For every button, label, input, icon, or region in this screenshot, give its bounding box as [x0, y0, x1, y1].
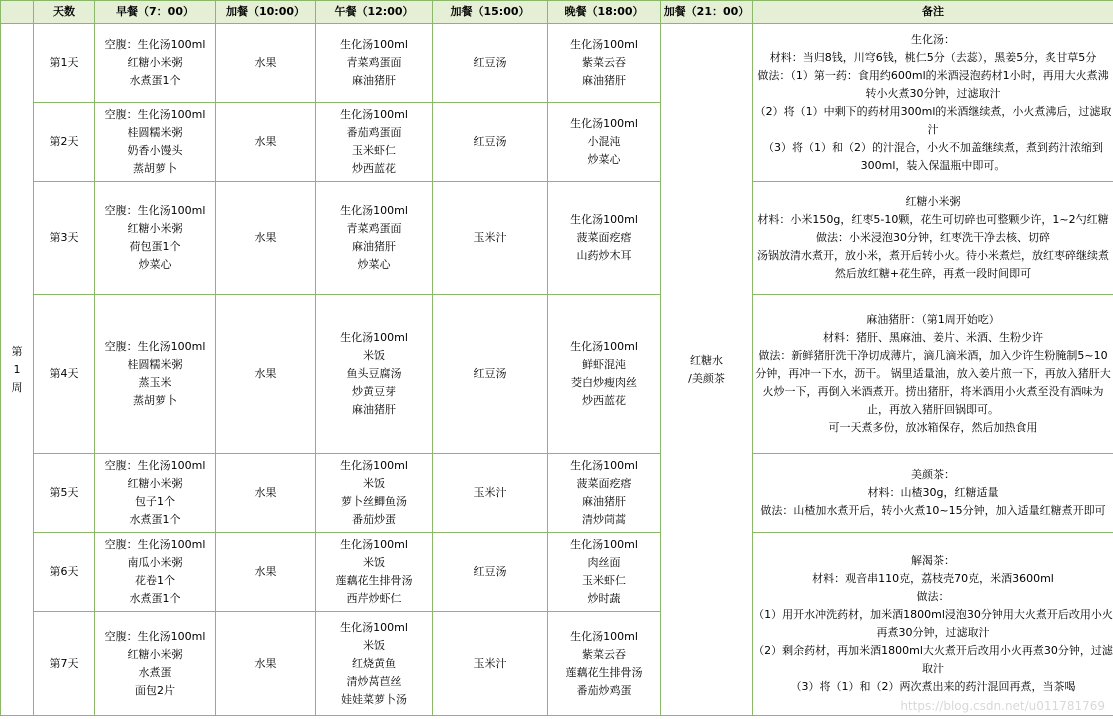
menu-item: 面包2片: [135, 683, 175, 697]
note-line: 材料：山楂30g，红糖适量: [867, 486, 999, 499]
day-cell: 第2天: [34, 103, 95, 182]
note-beauty-tea: [753, 454, 1113, 533]
menu-item: 红糖小米粥: [127, 647, 183, 661]
menu-item: 番茄炒蛋: [352, 513, 396, 526]
note-line: 材料：小米150g，红枣5-10颗，花生可切碎也可整颗少许，1~2勺红糖: [757, 213, 1109, 226]
menu-item: 生化汤100ml: [570, 538, 638, 551]
snack-10-cell: 水果: [216, 182, 316, 295]
header-dinner: 晚餐（18:00）: [548, 1, 661, 24]
menu-item: 麻油猪肝: [352, 74, 396, 87]
menu-item: 玉米虾仁: [352, 144, 396, 157]
day-row-5: [1, 454, 1113, 533]
snack-15-cell: 红豆汤: [433, 24, 548, 103]
menu-item: 娃娃菜萝卜汤: [341, 692, 407, 706]
menu-item: 紫菜云吞: [582, 56, 626, 69]
menu-item: 炒时蔬: [587, 592, 621, 605]
note-line: （3）将（1）和（2）两次煮出来的药汁混回再煮，当茶喝: [790, 680, 1076, 693]
menu-item: 小混沌: [587, 135, 621, 148]
menu-item: 莲藕花生排骨汤: [565, 665, 643, 679]
snack-15-cell: 玉米汁: [433, 612, 548, 716]
menu-item: 炒西蓝花: [352, 162, 396, 175]
menu-item: 炒黄豆芽: [352, 385, 396, 398]
lunch-cell: [316, 454, 433, 533]
breakfast-cell: [95, 103, 216, 182]
header-breakfast: 早餐（7：00）: [95, 1, 216, 24]
week-label-part: 1: [13, 362, 21, 376]
snack-10-cell: 水果: [216, 24, 316, 103]
menu-item: 生化汤100ml: [340, 204, 408, 217]
menu-item: 水煮蛋1个: [129, 592, 181, 605]
menu-item: 莲藕花生排骨汤: [335, 574, 413, 587]
note-line: 材料：观音串110克，荔枝壳70克，米酒3600ml: [812, 572, 1054, 585]
note-line: （2）剩余药材，再加米酒1800ml大火煮开后改用小火再煮30分钟，过滤取汁: [753, 644, 1113, 675]
menu-item: 生化汤100ml: [340, 331, 408, 344]
menu-item: 红糖小米粥: [127, 56, 183, 69]
dinner-cell: [548, 24, 661, 103]
menu-item: 清炒茼蒿: [582, 513, 626, 526]
week-label-part: 周: [11, 380, 23, 394]
menu-item: 番茄炒鸡蛋: [576, 683, 632, 697]
menu-item: 桂圆糯米粥: [127, 126, 183, 139]
day-row-4: [1, 295, 1113, 454]
menu-item: 米饭: [363, 638, 385, 652]
note-shenghua-tang: [753, 24, 1113, 182]
menu-item: 玉米虾仁: [582, 574, 626, 587]
menu-item: 生化汤100ml: [340, 620, 408, 634]
header-day: 天数: [34, 1, 95, 24]
day-cell: 第7天: [34, 612, 95, 716]
dinner-cell: [548, 295, 661, 454]
note-line: 做法：新鲜猪肝洗干净切成薄片，滴几滴米酒，加入少许生粉腌制5~10分钟，再冲一下水，沥干。 锅里适量油，放入姜片煎一下，再放入猪肝大火炒一下，再倒入米酒煮开。捞出猪肝，将米酒用小火煮至没有酒味为止，再放入猪肝回锅即可。: [755, 349, 1111, 416]
menu-item: 水煮蛋: [138, 665, 172, 679]
menu-item: 红烧黄鱼: [352, 656, 396, 670]
note-line: 做法：小米浸泡30分钟，红枣洗干净去核、切碎: [816, 231, 1050, 244]
lunch-cell: [316, 295, 433, 454]
note-line: 做法：山楂加水煮开后，转小火煮10~15分钟，加入适量红糖煮开即可: [760, 504, 1106, 517]
menu-item: 米饭: [363, 556, 385, 569]
menu-item: 炒菜心: [138, 258, 172, 271]
breakfast-cell: [95, 612, 216, 716]
menu-item: 生化汤100ml: [340, 538, 408, 551]
menu-item: 空腹：生化汤100ml: [104, 629, 206, 643]
day-cell: 第6天: [34, 533, 95, 612]
menu-item: 生化汤100ml: [570, 117, 638, 130]
note-line: 材料：当归8钱，川穹6钱，桃仁5分（去蕊），黑姜5分，炙甘草5分: [769, 50, 1097, 64]
day-cell: 第5天: [34, 454, 95, 533]
menu-item: 生化汤100ml: [570, 340, 638, 353]
lunch-cell: [316, 103, 433, 182]
menu-item: 生化汤100ml: [570, 38, 638, 51]
menu-item: 水煮蛋1个: [129, 513, 181, 526]
snack-10-cell: 水果: [216, 612, 316, 716]
note-line: 解渴茶：: [911, 554, 955, 567]
note-line: 汤锅放清水煮开，放小米，煮开后转小火。待小米煮烂，放红枣碎继续煮然后放红糖+花生碎，再煮一段时间即可: [757, 249, 1109, 280]
menu-item: 红糖水: [690, 353, 723, 367]
note-brown-sugar-millet: [753, 182, 1113, 295]
menu-item: 生化汤100ml: [340, 459, 408, 472]
menu-item: 蒸胡萝卜: [133, 162, 177, 175]
snack-21-cell: [661, 24, 753, 716]
note-line: （3）将（1）和（2）的汁混合，小火不加盖继续煮，煮到药汁浓缩到300ml，装入保温瓶中即可。: [763, 140, 1103, 172]
lunch-cell: [316, 533, 433, 612]
menu-item: 花卷1个: [135, 574, 175, 587]
lunch-cell: [316, 182, 433, 295]
breakfast-cell: [95, 454, 216, 533]
breakfast-cell: [95, 295, 216, 454]
snack-15-cell: 玉米汁: [433, 182, 548, 295]
menu-item: 空腹：生化汤100ml: [104, 108, 206, 121]
snack-10-cell: 水果: [216, 533, 316, 612]
menu-item: 青菜鸡蛋面: [346, 222, 402, 235]
header-row: [1, 1, 1113, 24]
day-row-6: [1, 533, 1113, 612]
menu-item: 包子1个: [135, 495, 175, 508]
header-snack-15: 加餐（15:00）: [433, 1, 548, 24]
note-line: 材料：猪肝、黑麻油、姜片、米酒、生粉少许: [823, 331, 1043, 344]
menu-item: 蒸胡萝卜: [133, 394, 177, 407]
menu-item: 青菜鸡蛋面: [346, 56, 402, 69]
menu-item: 生化汤100ml: [340, 108, 408, 121]
menu-item: 山药炒木耳: [576, 249, 632, 262]
menu-item: 空腹：生化汤100ml: [104, 538, 206, 551]
note-line: 红糖小米粥: [905, 195, 961, 208]
note-line: （1）用开水冲洗药材，加米酒1800ml浸泡30分钟用大火煮开后改用小火再煮30分钟，过滤取汁: [753, 608, 1113, 639]
watermark: https://blog.csdn.net/u011781769: [900, 699, 1105, 713]
menu-item: 米饭: [363, 349, 385, 362]
day-row-3: [1, 182, 1113, 295]
menu-item: 蒸玉米: [138, 376, 172, 389]
note-thirst-tea: [753, 533, 1113, 716]
menu-item: 麻油猪肝: [582, 74, 626, 87]
menu-item: 空腹：生化汤100ml: [104, 38, 206, 51]
note-line: 美颜茶：: [911, 468, 955, 481]
week-label-part: 第: [11, 344, 23, 358]
menu-item: 番茄鸡蛋面: [346, 126, 402, 139]
day-cell: 第4天: [34, 295, 95, 454]
menu-item: 菠菜面疙瘩: [576, 477, 632, 490]
menu-item: 麻油猪肝: [352, 240, 396, 253]
header-notes: 备注: [753, 1, 1113, 24]
note-line: 麻油猪肝：（第1周开始吃）: [866, 313, 1000, 326]
header-snack-10: 加餐（10:00）: [216, 1, 316, 24]
lunch-cell: [316, 612, 433, 716]
menu-item: 西芹炒虾仁: [346, 592, 402, 605]
note-sesame-oil-liver: [753, 295, 1113, 454]
note-line: 做法：: [916, 590, 950, 603]
week-label: [1, 24, 34, 716]
dinner-cell: [548, 103, 661, 182]
menu-item: 麻油猪肝: [582, 495, 626, 508]
menu-item: 炒西蓝花: [582, 394, 626, 407]
breakfast-cell: [95, 533, 216, 612]
menu-item: 空腹：生化汤100ml: [104, 204, 206, 217]
menu-item: 生化汤100ml: [340, 38, 408, 51]
menu-item: 麻油猪肝: [352, 403, 396, 416]
breakfast-cell: [95, 24, 216, 103]
menu-item: 桂圆糯米粥: [127, 358, 183, 371]
menu-item: 紫菜云吞: [582, 647, 626, 661]
breakfast-cell: [95, 182, 216, 295]
menu-item: 红糖小米粥: [127, 222, 183, 235]
menu-item: 肉丝面: [587, 556, 621, 569]
menu-item: 生化汤100ml: [570, 459, 638, 472]
note-line: 可一天煮多份，放冰箱保存，然后加热食用: [828, 421, 1038, 434]
header-week: [1, 1, 34, 24]
dinner-cell: [548, 182, 661, 295]
dinner-cell: [548, 612, 661, 716]
snack-15-cell: 红豆汤: [433, 533, 548, 612]
menu-item: 鱼头豆腐汤: [346, 367, 402, 380]
menu-item: 炒菜心: [357, 258, 391, 271]
header-snack-21: 加餐（21：00）: [661, 1, 753, 24]
menu-item: 米饭: [363, 477, 385, 490]
snack-10-cell: 水果: [216, 295, 316, 454]
menu-item: 奶香小馒头: [127, 144, 183, 157]
menu-item: 菠菜面疙瘩: [576, 231, 632, 244]
dinner-cell: [548, 533, 661, 612]
menu-item: 空腹：生化汤100ml: [104, 459, 206, 472]
menu-item: 水煮蛋1个: [129, 74, 181, 87]
menu-item: 荷包蛋1个: [129, 240, 181, 253]
dinner-cell: [548, 454, 661, 533]
snack-10-cell: 水果: [216, 454, 316, 533]
menu-item: 清炒莴苣丝: [346, 674, 402, 688]
menu-item: /美颜茶: [688, 371, 725, 385]
note-line: （2）将（1）中剩下的药材用300ml的米酒继续煮，小火煮沸后，过滤取汁: [754, 104, 1112, 136]
snack-10-cell: 水果: [216, 103, 316, 182]
menu-item: 红糖小米粥: [127, 477, 183, 490]
menu-item: 炒菜心: [587, 153, 621, 166]
menu-item: 鲜虾混沌: [582, 358, 626, 371]
day-row-1: [1, 24, 1113, 103]
menu-item: 生化汤100ml: [570, 213, 638, 226]
day-cell: 第3天: [34, 182, 95, 295]
snack-15-cell: 红豆汤: [433, 103, 548, 182]
snack-15-cell: 红豆汤: [433, 295, 548, 454]
note-line: 做法：（1）第一药：食用约600ml的米酒浸泡药材1小时，再用大火煮沸转小火煮30分钟，过滤取汁: [757, 68, 1109, 100]
snack-15-cell: 玉米汁: [433, 454, 548, 533]
menu-item: 生化汤100ml: [570, 629, 638, 643]
menu-item: 空腹：生化汤100ml: [104, 340, 206, 353]
header-lunch: 午餐（12:00）: [316, 1, 433, 24]
menu-item: 茭白炒瘦肉丝: [571, 376, 637, 389]
day-cell: 第1天: [34, 24, 95, 103]
note-line: 生化汤：: [911, 32, 955, 46]
menu-item: 萝卜丝鲫鱼汤: [341, 495, 407, 508]
menu-item: 南瓜小米粥: [127, 556, 183, 569]
lunch-cell: [316, 24, 433, 103]
